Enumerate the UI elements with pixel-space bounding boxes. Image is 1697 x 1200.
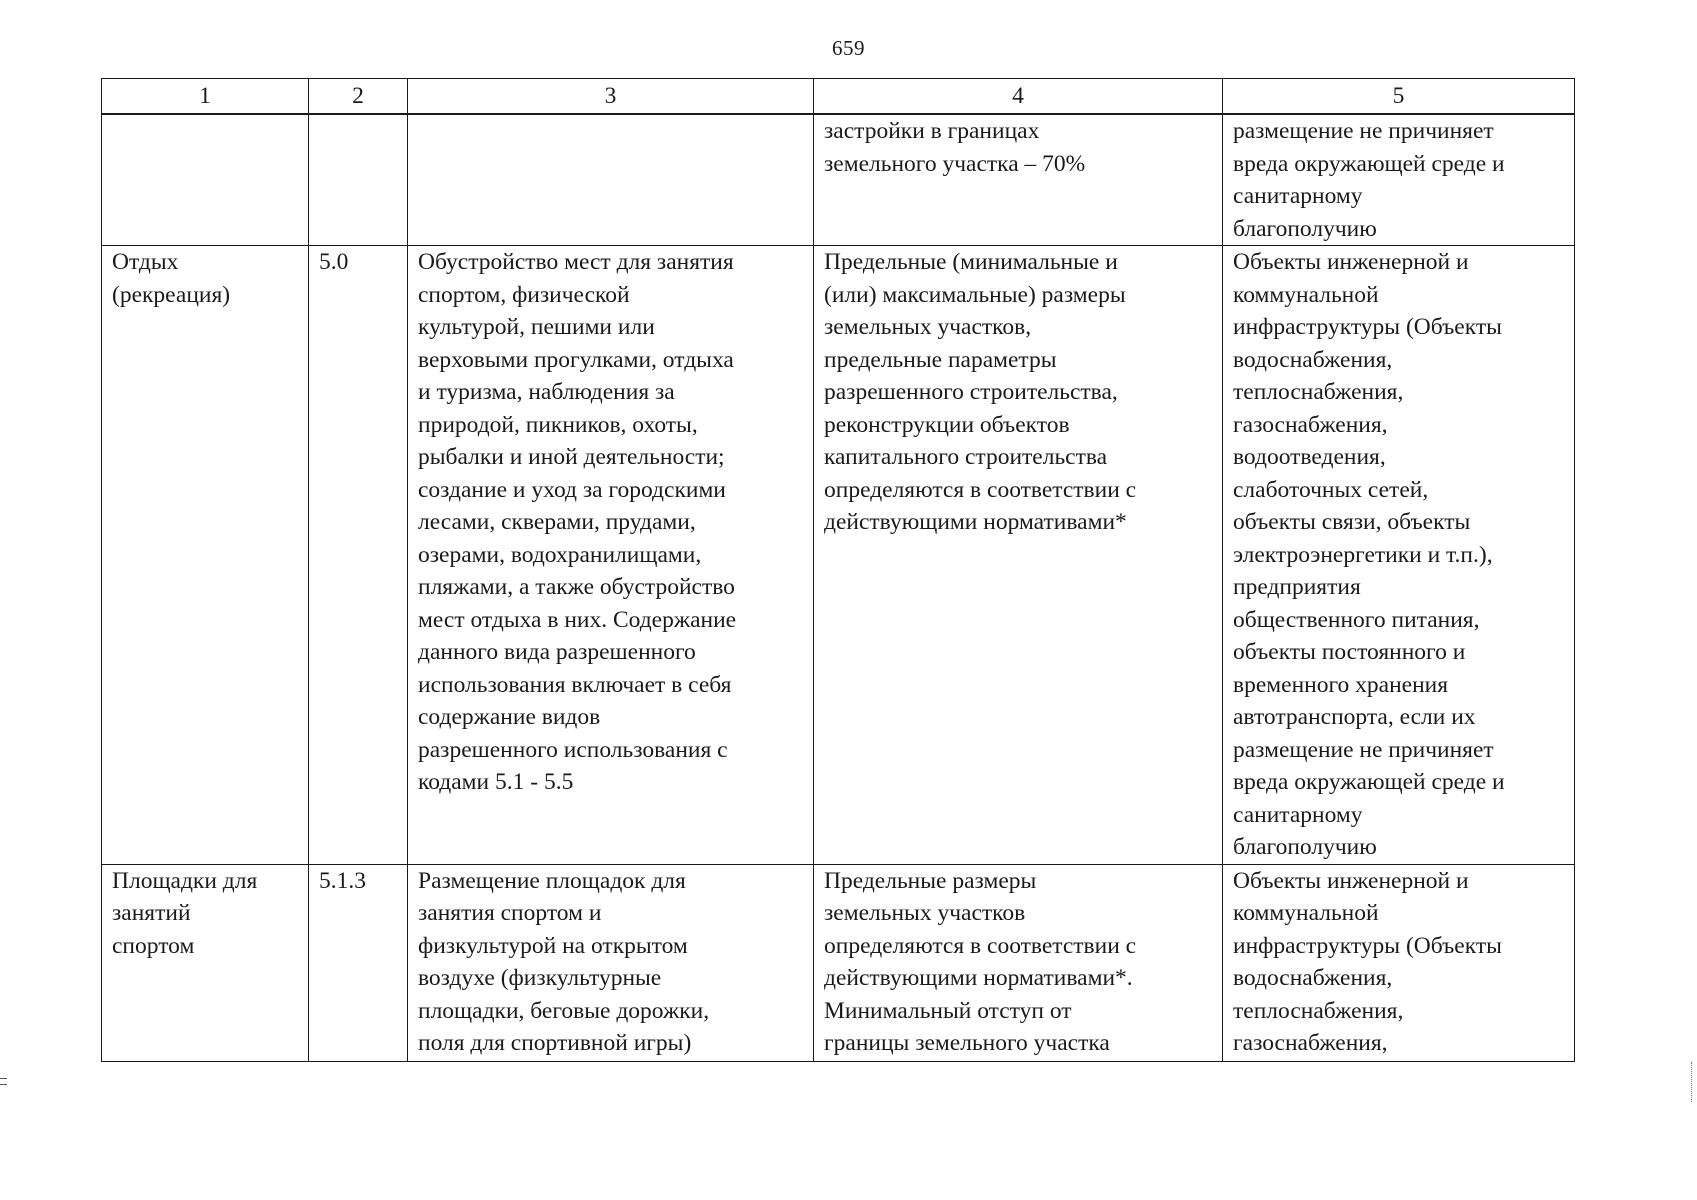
cell-description: Обустройство мест для занятия спортом, физической культурой, пешими или верховыми прогулками, отдыха и туризма, наблюдения за природой, пикников, охоты, рыбалки и иной деятельности; создание и уход за городскими лесами, скверами, прудами, озерами, водохранилищами, пляжами, а также обустройство мест отдыха в них. Содержание данного вида разрешенного использования включает в себя содержание видов разрешенного использования с кодами 5.1 - 5.5 xyxy=(408,246,814,865)
cell-auxiliary-objects: Объекты инженерной и коммунальной инфраструктуры (Объекты водоснабжения, теплоснабжения, газоснабжения, водоотведения, слаботочных сетей, объекты связи, объекты электроэнергетики и т.п.), предприятия общественного питания, объекты постоянного и временного хранения автотранспорта, если их размещение не причиняет вреда окружающей среде и санитарному благополучию xyxy=(1223,246,1575,865)
table-row xyxy=(102,864,1575,1061)
page-number: 659 xyxy=(832,36,865,60)
cell-description xyxy=(408,114,814,246)
cell-parameters: Предельные размеры земельных участков определяются в соответствии с действующими нормативами*. Минимальный отступ от границы земельного участка xyxy=(814,864,1223,1061)
table-header-row xyxy=(102,79,1575,115)
scan-edge-mark xyxy=(1691,1062,1693,1102)
column-header-1: 1 xyxy=(102,79,309,115)
cell-auxiliary-objects: Объекты инженерной и коммунальной инфраструктуры (Объекты водоснабжения, теплоснабжения, газоснабжения, xyxy=(1223,864,1575,1061)
cell-parameters: Предельные (минимальные и (или) максимальные) размеры земельных участков, предельные параметры разрешенного строительства, реконструкции объектов капитального строительства определяются в соответствии с действующими нормативами* xyxy=(814,246,1223,865)
cell-use-type: Отдых (рекреация) xyxy=(102,246,309,865)
cell-code xyxy=(309,114,408,246)
table-row xyxy=(102,114,1575,246)
column-header-4: 4 xyxy=(814,79,1223,115)
column-header-3: 3 xyxy=(408,79,814,115)
cell-code: 5.0 xyxy=(309,246,408,865)
cell-description: Размещение площадок для занятия спортом и физкультурой на открытом воздухе (физкультурные площадки, беговые дорожки, поля для спортивной игры) xyxy=(408,864,814,1061)
scan-edge-mark xyxy=(0,1078,7,1085)
column-header-5: 5 xyxy=(1223,79,1575,115)
cell-auxiliary-objects: размещение не причиняет вреда окружающей среде и санитарному благополучию xyxy=(1223,114,1575,246)
regulation-table xyxy=(101,78,1575,1062)
cell-code: 5.1.3 xyxy=(309,864,408,1061)
cell-use-type xyxy=(102,114,309,246)
cell-parameters: застройки в границах земельного участка – 70% xyxy=(814,114,1223,246)
cell-use-type: Площадки для занятий спортом xyxy=(102,864,309,1061)
table-row xyxy=(102,246,1575,865)
column-header-2: 2 xyxy=(309,79,408,115)
